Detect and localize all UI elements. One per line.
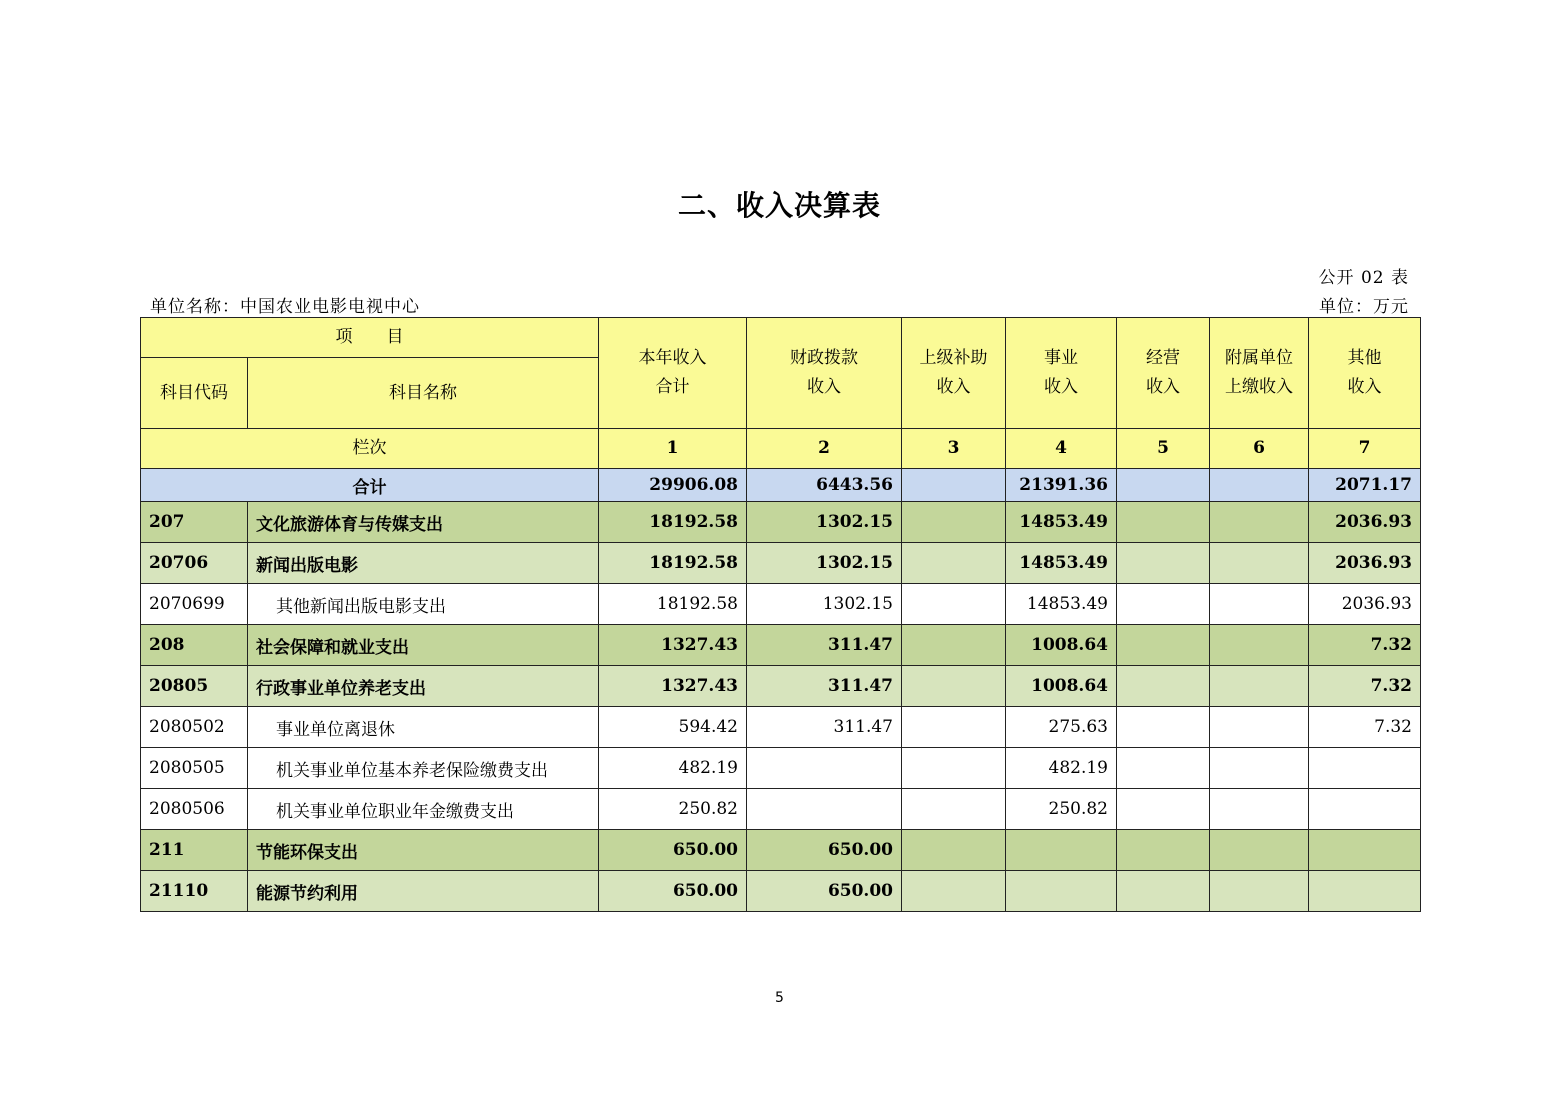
- total-value: 29906.08: [599, 469, 747, 502]
- header-col-4: 事业 收入: [1006, 318, 1117, 429]
- amount-cell: [1117, 502, 1210, 543]
- amount-cell: 650.00: [747, 871, 902, 912]
- amount-cell: [902, 871, 1006, 912]
- amount-cell: [1309, 871, 1421, 912]
- amount-cell: [1117, 543, 1210, 584]
- unit-name: 单位名称：中国农业电影电视中心: [150, 297, 420, 317]
- amount-cell: [747, 748, 902, 789]
- subject-name: 事业单位离退休: [248, 707, 599, 748]
- amount-cell: [902, 625, 1006, 666]
- subject-code: 2080506: [141, 789, 248, 830]
- amount-cell: 650.00: [599, 871, 747, 912]
- subject-name: 社会保障和就业支出: [248, 625, 599, 666]
- amount-cell: 2036.93: [1309, 543, 1421, 584]
- amount-cell: [902, 707, 1006, 748]
- amount-cell: [1210, 789, 1309, 830]
- amount-cell: [1117, 707, 1210, 748]
- column-index-label: 栏次: [141, 429, 599, 469]
- amount-cell: 250.82: [1006, 789, 1117, 830]
- amount-cell: 18192.58: [599, 502, 747, 543]
- table-row: [141, 625, 1421, 666]
- amount-cell: 7.32: [1309, 707, 1421, 748]
- form-number: 公开 02 表: [1318, 268, 1409, 288]
- amount-cell: 14853.49: [1006, 543, 1117, 584]
- amount-cell: [1117, 871, 1210, 912]
- amount-cell: 1302.15: [747, 584, 902, 625]
- amount-cell: [902, 666, 1006, 707]
- amount-cell: 1302.15: [747, 543, 902, 584]
- header-row-item: [141, 318, 1421, 358]
- header-col-2: 财政拨款 收入: [747, 318, 902, 429]
- amount-cell: 311.47: [747, 625, 902, 666]
- table-row: [141, 543, 1421, 584]
- header-name: 科目名称: [248, 358, 599, 429]
- table-row: [141, 707, 1421, 748]
- amount-cell: [1117, 666, 1210, 707]
- amount-cell: [1210, 502, 1309, 543]
- amount-cell: 250.82: [599, 789, 747, 830]
- subject-name: 机关事业单位基本养老保险缴费支出: [248, 748, 599, 789]
- amount-cell: [1309, 830, 1421, 871]
- amount-cell: 18192.58: [599, 584, 747, 625]
- page-title: 二、收入决算表: [677, 189, 881, 222]
- amount-cell: 2036.93: [1309, 502, 1421, 543]
- amount-cell: [1006, 830, 1117, 871]
- amount-cell: [1210, 830, 1309, 871]
- column-number: 7: [1309, 429, 1421, 469]
- amount-cell: [1117, 584, 1210, 625]
- table-row: [141, 502, 1421, 543]
- subject-code: 207: [141, 502, 248, 543]
- amount-cell: [902, 748, 1006, 789]
- amount-cell: 7.32: [1309, 666, 1421, 707]
- column-number: 1: [599, 429, 747, 469]
- total-value: 6443.56: [747, 469, 902, 502]
- total-value: 21391.36: [1006, 469, 1117, 502]
- amount-cell: [1210, 707, 1309, 748]
- amount-cell: 1008.64: [1006, 666, 1117, 707]
- amount-cell: 482.19: [1006, 748, 1117, 789]
- subject-code: 20805: [141, 666, 248, 707]
- total-value: 2071.17: [1309, 469, 1421, 502]
- amount-cell: [1210, 625, 1309, 666]
- header-col-3: 上级补助 收入: [902, 318, 1006, 429]
- subject-name: 新闻出版电影: [248, 543, 599, 584]
- header-col-6: 附属单位 上缴收入: [1210, 318, 1309, 429]
- amount-cell: 1302.15: [747, 502, 902, 543]
- total-value: [1210, 469, 1309, 502]
- amount-cell: 1008.64: [1006, 625, 1117, 666]
- amount-cell: 275.63: [1006, 707, 1117, 748]
- table-row: [141, 830, 1421, 871]
- amount-cell: [902, 502, 1006, 543]
- amount-cell: [902, 543, 1006, 584]
- subject-name: 机关事业单位职业年金缴费支出: [248, 789, 599, 830]
- table-row: [141, 666, 1421, 707]
- column-number: 3: [902, 429, 1006, 469]
- amount-cell: [747, 789, 902, 830]
- subject-code: 2080505: [141, 748, 248, 789]
- amount-cell: [1309, 789, 1421, 830]
- total-label: 合计: [141, 469, 599, 502]
- header-col-5: 经营 收入: [1117, 318, 1210, 429]
- subject-name: 行政事业单位养老支出: [248, 666, 599, 707]
- header-item: 项 目: [141, 318, 599, 358]
- table-row: [141, 584, 1421, 625]
- subject-code: 2080502: [141, 707, 248, 748]
- amount-cell: [1117, 830, 1210, 871]
- subject-code: 211: [141, 830, 248, 871]
- amount-cell: 14853.49: [1006, 584, 1117, 625]
- amount-cell: 311.47: [747, 707, 902, 748]
- amount-cell: [902, 830, 1006, 871]
- amount-cell: [1117, 625, 1210, 666]
- amount-cell: 650.00: [747, 830, 902, 871]
- column-number: 6: [1210, 429, 1309, 469]
- amount-cell: [902, 789, 1006, 830]
- subject-name: 节能环保支出: [248, 830, 599, 871]
- amount-cell: [1117, 748, 1210, 789]
- subject-code: 2070699: [141, 584, 248, 625]
- amount-cell: [1210, 543, 1309, 584]
- subject-code: 20706: [141, 543, 248, 584]
- total-value: [902, 469, 1006, 502]
- total-row: [141, 469, 1421, 502]
- income-table: [140, 317, 1421, 912]
- amount-cell: 482.19: [599, 748, 747, 789]
- amount-cell: 1327.43: [599, 666, 747, 707]
- column-number: 5: [1117, 429, 1210, 469]
- amount-cell: 7.32: [1309, 625, 1421, 666]
- amount-cell: 18192.58: [599, 543, 747, 584]
- amount-cell: [902, 584, 1006, 625]
- column-index-row: [141, 429, 1421, 469]
- subject-code: 21110: [141, 871, 248, 912]
- amount-cell: [1117, 789, 1210, 830]
- column-number: 4: [1006, 429, 1117, 469]
- subject-name: 文化旅游体育与传媒支出: [248, 502, 599, 543]
- column-number: 2: [747, 429, 902, 469]
- currency-unit: 单位：万元: [1319, 297, 1409, 317]
- total-value: [1117, 469, 1210, 502]
- amount-cell: [1210, 584, 1309, 625]
- amount-cell: 311.47: [747, 666, 902, 707]
- amount-cell: [1006, 871, 1117, 912]
- subject-code: 208: [141, 625, 248, 666]
- amount-cell: 650.00: [599, 830, 747, 871]
- amount-cell: [1309, 748, 1421, 789]
- header-col-1: 本年收入 合计: [599, 318, 747, 429]
- amount-cell: [1210, 666, 1309, 707]
- amount-cell: 14853.49: [1006, 502, 1117, 543]
- amount-cell: 2036.93: [1309, 584, 1421, 625]
- header-code: 科目代码: [141, 358, 248, 429]
- amount-cell: 1327.43: [599, 625, 747, 666]
- table-row: [141, 789, 1421, 830]
- page-number: 5: [775, 990, 784, 1006]
- table-row: [141, 748, 1421, 789]
- subject-name: 其他新闻出版电影支出: [248, 584, 599, 625]
- header-col-7: 其他 收入: [1309, 318, 1421, 429]
- table-row: [141, 871, 1421, 912]
- amount-cell: [1210, 871, 1309, 912]
- amount-cell: [1210, 748, 1309, 789]
- subject-name: 能源节约利用: [248, 871, 599, 912]
- amount-cell: 594.42: [599, 707, 747, 748]
